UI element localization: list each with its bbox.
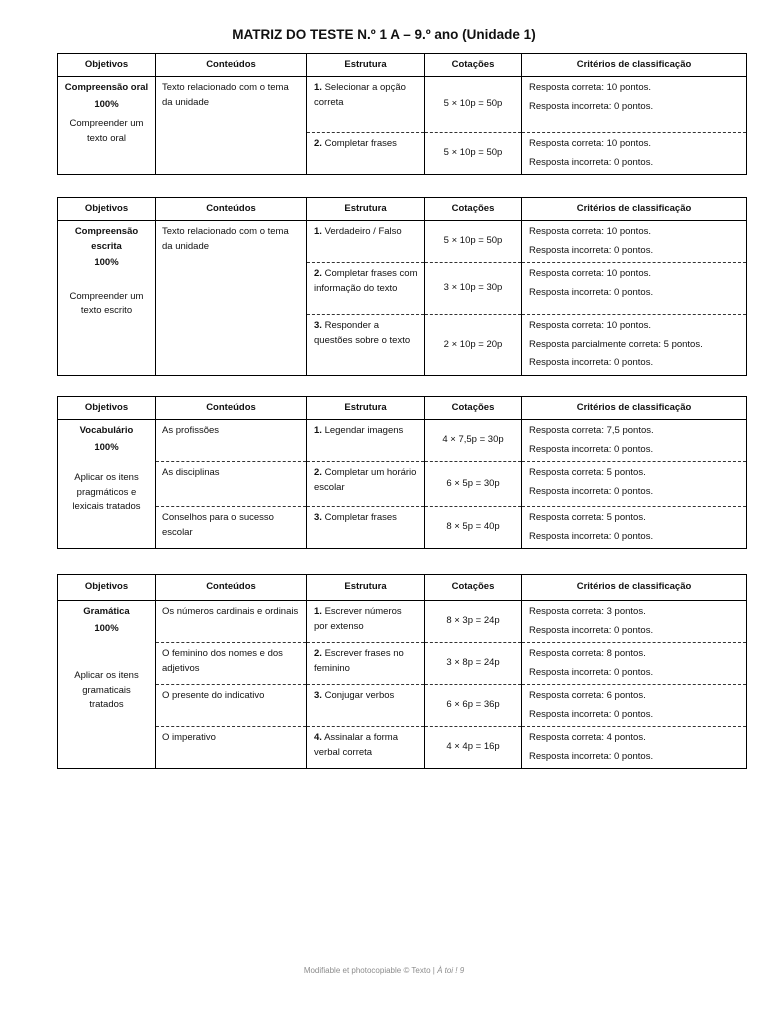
- header-criterios: Critérios de classificação: [522, 198, 747, 221]
- page-footer: [0, 966, 768, 975]
- conteudo-cell: Texto relacionado com o tema da unidade: [156, 221, 307, 376]
- criterio-line: Resposta incorreta: 0 pontos.: [529, 624, 654, 636]
- criterio-line: Resposta correta: 7,5 pontos.: [529, 425, 654, 436]
- criterios-cell: [522, 601, 747, 643]
- criterio-line: Resposta correta: 4 pontos.: [529, 732, 646, 743]
- criterio-line: Resposta incorreta: 0 pontos.: [529, 750, 654, 762]
- item-text: Completar frases: [324, 512, 397, 523]
- page-title: MATRIZ DO TESTE N.º 1 A – 9.º ano (Unidade 1): [232, 27, 536, 42]
- conteudo-cell: Texto relacionado com o tema da unidade: [156, 77, 307, 175]
- criterio-line: Resposta incorreta: 0 pontos.: [529, 156, 654, 168]
- table-row: [58, 601, 747, 643]
- header-criterios: Critérios de classificação: [522, 575, 747, 601]
- cotacao-cell: 6 × 5p = 30p: [425, 462, 522, 507]
- cotacao-cell: 4 × 4p = 16p: [425, 727, 522, 769]
- objetivo-percent: 100%: [94, 441, 119, 453]
- objetivo-percent: 100%: [94, 98, 119, 110]
- item-number: 2.: [314, 268, 322, 279]
- objetivo-description: Compreender um texto escrito: [69, 290, 144, 316]
- criterio-line: Resposta incorreta: 0 pontos.: [529, 244, 654, 256]
- header-estrutura: Estrutura: [307, 54, 425, 77]
- criterio-line: Resposta incorreta: 0 pontos.: [529, 100, 654, 112]
- table-row: [58, 643, 747, 685]
- criterio-line: Resposta correta: 5 pontos.: [529, 512, 646, 523]
- conteudo-cell: As profissões: [156, 420, 307, 462]
- item-text: Conjugar verbos: [324, 690, 395, 701]
- header-objetivos: Objetivos: [58, 575, 156, 601]
- header-cotacoes: Cotações: [425, 575, 522, 601]
- estrutura-cell: [307, 685, 425, 727]
- item-text: Escrever números por extenso: [314, 606, 402, 632]
- header-conteudos: Conteúdos: [156, 397, 307, 420]
- objetivo-name: Gramática: [83, 606, 130, 617]
- item-text: Completar frases com informação do texto: [314, 268, 418, 294]
- cotacao-cell: 3 × 10p = 30p: [425, 263, 522, 315]
- item-number: 1.: [314, 226, 322, 237]
- estrutura-cell: [307, 133, 425, 175]
- cotacao-cell: 6 × 6p = 36p: [425, 685, 522, 727]
- item-number: 2.: [314, 648, 322, 659]
- header-row: [58, 198, 747, 221]
- estrutura-cell: [307, 507, 425, 549]
- criterio-line: Resposta correta: 5 pontos.: [529, 467, 646, 478]
- objetivo-description: Compreender um texto oral: [69, 118, 144, 144]
- header-estrutura: Estrutura: [307, 198, 425, 221]
- criterio-line: Resposta incorreta: 0 pontos.: [529, 708, 654, 720]
- cotacao-cell: 5 × 10p = 50p: [425, 77, 522, 133]
- header-objetivos: Objetivos: [58, 198, 156, 221]
- cotacao-cell: 8 × 5p = 40p: [425, 507, 522, 549]
- item-text: Completar um horário escolar: [314, 467, 417, 493]
- footer-book-title: À toi ! 9: [437, 966, 465, 975]
- criterio-line: Resposta correta: 10 pontos.: [529, 138, 651, 149]
- header-row: [58, 397, 747, 420]
- header-cotacoes: Cotações: [425, 397, 522, 420]
- estrutura-cell: [307, 221, 425, 263]
- table-row: [58, 77, 747, 133]
- criterios-cell: [522, 221, 747, 263]
- item-number: 1.: [314, 425, 322, 436]
- header-estrutura: Estrutura: [307, 397, 425, 420]
- criterio-line: Resposta parcialmente correta: 5 pontos.: [529, 338, 703, 350]
- criterio-line: Resposta correta: 10 pontos.: [529, 320, 651, 331]
- header-criterios: Critérios de classificação: [522, 54, 747, 77]
- item-number: 1.: [314, 82, 322, 93]
- criterios-cell: [522, 77, 747, 133]
- item-text: Responder a questões sobre o texto: [314, 320, 411, 346]
- header-objetivos: Objetivos: [58, 397, 156, 420]
- header-objetivos: Objetivos: [58, 54, 156, 77]
- estrutura-cell: [307, 601, 425, 643]
- item-number: 2.: [314, 467, 322, 478]
- cotacao-cell: 3 × 8p = 24p: [425, 643, 522, 685]
- criterio-line: Resposta correta: 10 pontos.: [529, 82, 651, 93]
- cotacao-cell: 8 × 3p = 24p: [425, 601, 522, 643]
- item-text: Completar frases: [324, 138, 397, 149]
- conteudo-cell: O imperativo: [156, 727, 307, 769]
- estrutura-cell: [307, 263, 425, 315]
- estrutura-cell: [307, 462, 425, 507]
- conteudo-cell: As disciplinas: [156, 462, 307, 507]
- objetivo-description: Aplicar os itens pragmáticos e lexicais tratados: [72, 472, 141, 512]
- matrix-table-vocabulario: [57, 396, 746, 549]
- criterio-line: Resposta incorreta: 0 pontos.: [529, 530, 654, 542]
- objetivo-percent: 100%: [94, 622, 119, 634]
- table-row: [58, 727, 747, 769]
- criterio-line: Resposta correta: 3 pontos.: [529, 606, 646, 617]
- header-row: [58, 54, 747, 77]
- objetivo-name: Vocabulário: [79, 425, 134, 436]
- header-conteudos: Conteúdos: [156, 575, 307, 601]
- item-number: 2.: [314, 138, 322, 149]
- item-number: 3.: [314, 690, 322, 701]
- item-number: 4.: [314, 732, 322, 743]
- objetivo-description: Aplicar os itens gramaticais tratados: [74, 670, 139, 710]
- criterio-line: Resposta incorreta: 0 pontos.: [529, 443, 654, 455]
- item-number: 3.: [314, 320, 322, 331]
- cotacao-cell: 2 × 10p = 20p: [425, 315, 522, 376]
- criterios-cell: [522, 643, 747, 685]
- matrix-table-compreensao-oral: [57, 53, 746, 175]
- table-row: [58, 462, 747, 507]
- criterio-line: Resposta incorreta: 0 pontos.: [529, 666, 654, 678]
- conteudo-cell: Conselhos para o sucesso escolar: [156, 507, 307, 549]
- conteudo-cell: O presente do indicativo: [156, 685, 307, 727]
- header-estrutura: Estrutura: [307, 575, 425, 601]
- criterios-cell: [522, 315, 747, 376]
- header-row: [58, 575, 747, 601]
- estrutura-cell: [307, 727, 425, 769]
- criterio-line: Resposta correta: 8 pontos.: [529, 648, 646, 659]
- header-conteudos: Conteúdos: [156, 54, 307, 77]
- header-cotacoes: Cotações: [425, 198, 522, 221]
- table-row: [58, 507, 747, 549]
- table-row: [58, 685, 747, 727]
- objetivo-cell: [58, 420, 156, 549]
- conteudo-cell: O feminino dos nomes e dos adjetivos: [156, 643, 307, 685]
- estrutura-cell: [307, 315, 425, 376]
- estrutura-cell: [307, 77, 425, 133]
- criterios-cell: [522, 507, 747, 549]
- item-number: 1.: [314, 606, 322, 617]
- objetivo-cell: [58, 601, 156, 769]
- estrutura-cell: [307, 420, 425, 462]
- criterios-cell: [522, 420, 747, 462]
- criterio-line: Resposta incorreta: 0 pontos.: [529, 357, 654, 368]
- criterio-line: Resposta incorreta: 0 pontos.: [529, 485, 654, 497]
- header-criterios: Critérios de classificação: [522, 397, 747, 420]
- cotacao-cell: 5 × 10p = 50p: [425, 133, 522, 175]
- item-text: Assinalar a forma verbal correta: [314, 732, 398, 758]
- criterios-cell: [522, 263, 747, 315]
- objetivo-name: Compreensão oral: [64, 82, 149, 93]
- item-text: Selecionar a opção correta: [314, 82, 406, 108]
- cotacao-cell: 5 × 10p = 50p: [425, 221, 522, 263]
- criterio-line: Resposta correta: 10 pontos.: [529, 268, 651, 279]
- objetivo-name: Compreensão escrita: [74, 226, 139, 252]
- criterio-line: Resposta correta: 10 pontos.: [529, 226, 651, 237]
- criterios-cell: [522, 685, 747, 727]
- criterios-cell: [522, 462, 747, 507]
- criterios-cell: [522, 133, 747, 175]
- item-text: Legendar imagens: [324, 425, 404, 436]
- footer-copyright: Modifiable et photocopiable © Texto |: [303, 966, 438, 975]
- objetivo-percent: 100%: [94, 257, 119, 268]
- criterio-line: Resposta incorreta: 0 pontos.: [529, 286, 654, 298]
- matrix-table-compreensao-escrita: [57, 197, 746, 376]
- objetivo-cell: [58, 77, 156, 175]
- matrix-table-gramatica: [57, 574, 746, 769]
- item-number: 3.: [314, 512, 322, 523]
- objetivo-cell: [58, 221, 156, 376]
- criterio-line: Resposta correta: 6 pontos.: [529, 690, 646, 701]
- table-row: [58, 221, 747, 263]
- criterios-cell: [522, 727, 747, 769]
- header-cotacoes: Cotações: [425, 54, 522, 77]
- estrutura-cell: [307, 643, 425, 685]
- item-text: Verdadeiro / Falso: [324, 226, 402, 237]
- header-conteudos: Conteúdos: [156, 198, 307, 221]
- item-text: Escrever frases no feminino: [314, 648, 404, 674]
- cotacao-cell: 4 × 7,5p = 30p: [425, 420, 522, 462]
- conteudo-cell: Os números cardinais e ordinais: [156, 601, 307, 643]
- table-row: [58, 420, 747, 462]
